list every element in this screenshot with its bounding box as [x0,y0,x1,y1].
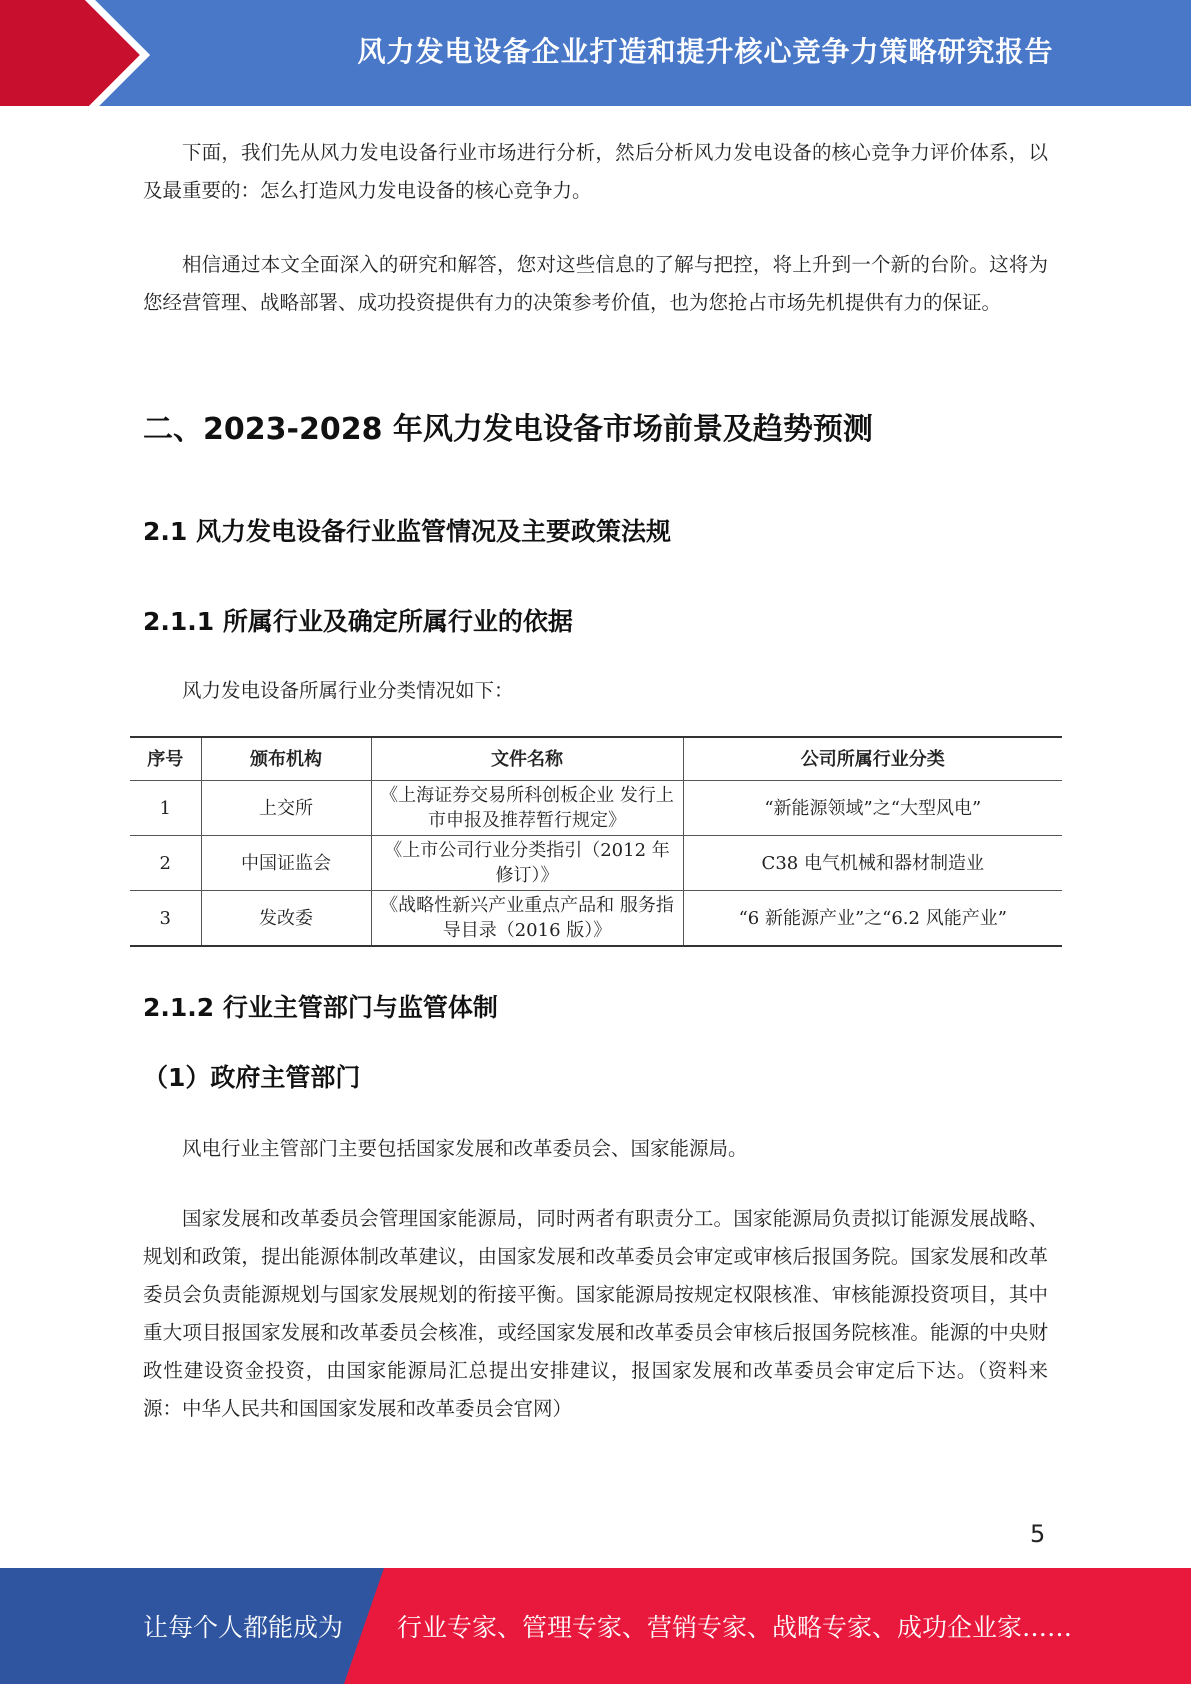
table-row [130,836,1062,891]
section-2-1-2-paragraph-1: 风电行业主管部门主要包括国家发展和改革委员会、国家能源局。 [182,1137,748,1160]
section-2-heading: 二、2023-2028 年风力发电设备市场前景及趋势预测 [143,412,873,447]
industry-classification-table [130,736,1062,947]
footer-slogan-left: 让每个人都能成为 [143,1613,344,1642]
intro-paragraph-2: 相信通过本文全面深入的研究和解答，您对这些信息的了解与把控，将上升到一个新的台阶。这将为您经营管理、战略部署、成功投资提供有力的决策参考价值，也为您抢占市场先机提供有力的保证。 [143,253,1048,314]
report-title: 风力发电设备企业打造和提升核心竞争力策略研究报告 [357,35,1054,68]
column-header: 文件名称 [371,737,683,781]
column-header: 公司所属行业分类 [683,737,1062,781]
table-cell: C38 电气机械和器材制造业 [683,836,1062,891]
column-header: 序号 [130,737,201,781]
table-cell: 《上海证券交易所科创板企业 发行上市申报及推荐暂行规定》 [371,781,683,836]
column-header: 颁布机构 [201,737,371,781]
government-department-heading: （1）政府主管部门 [143,1063,361,1092]
section-2-1-2-heading: 2.1.2 行业主管部门与监管体制 [143,993,498,1022]
table-cell: “新能源领域”之“大型风电” [683,781,1062,836]
red-chevron-icon [0,0,160,110]
page-footer [0,1568,1191,1684]
table-row [130,781,1062,836]
table-row [130,891,1062,947]
table-header-row [130,737,1062,781]
section-2-1-2-paragraph-2: 国家发展和改革委员会管理国家能源局，同时两者有职责分工。国家能源局负责拟订能源发展战略、规划和政策，提出能源体制改革建议，由国家发展和改革委员会审定或审核后报国务院。国家发展和改革委员会负责能源规划与国家发展规划的衔接平衡。国家能源局按规定权限核准、审核能源投资项目，其中重大项目报国家发展和改革委员会核准，或经国家发展和改革委员会审核后报国务院核准。能源的中央财政性建设资金投资，由国家能源局汇总提出安排建议，报国家发展和改革委员会审定后下达。（资料来源：中华人民共和国国家发展和改革委员会官网） [143,1207,1048,1420]
footer-slogan-right: 行业专家、管理专家、营销专家、战略专家、成功企业家…… [397,1613,1073,1642]
table-cell: 《上市公司行业分类指引（2012 年修订）》 [371,836,683,891]
table-cell: 1 [130,781,201,836]
section-2-1-1-heading: 2.1.1 所属行业及确定所属行业的依据 [143,607,573,636]
header-divider [0,106,1191,110]
section-2-1-heading: 2.1 风力发电设备行业监管情况及主要政策法规 [143,517,671,546]
table-cell: “6 新能源产业”之“6.2 风能产业” [683,891,1062,947]
section-2-1-1-intro: 风力发电设备所属行业分类情况如下： [182,679,514,702]
table-cell: 发改委 [201,891,371,947]
intro-paragraph-1: 下面，我们先从风力发电设备行业市场进行分析，然后分析风力发电设备的核心竞争力评价体系，以及最重要的：怎么打造风力发电设备的核心竞争力。 [143,141,1048,202]
page-header [0,0,1191,110]
table-cell: 《战略性新兴产业重点产品和 服务指导目录（2016 版）》 [371,891,683,947]
table-cell: 2 [130,836,201,891]
table-cell: 上交所 [201,781,371,836]
table-cell: 中国证监会 [201,836,371,891]
page-number: 5 [1030,1520,1046,1548]
table-cell: 3 [130,891,201,947]
